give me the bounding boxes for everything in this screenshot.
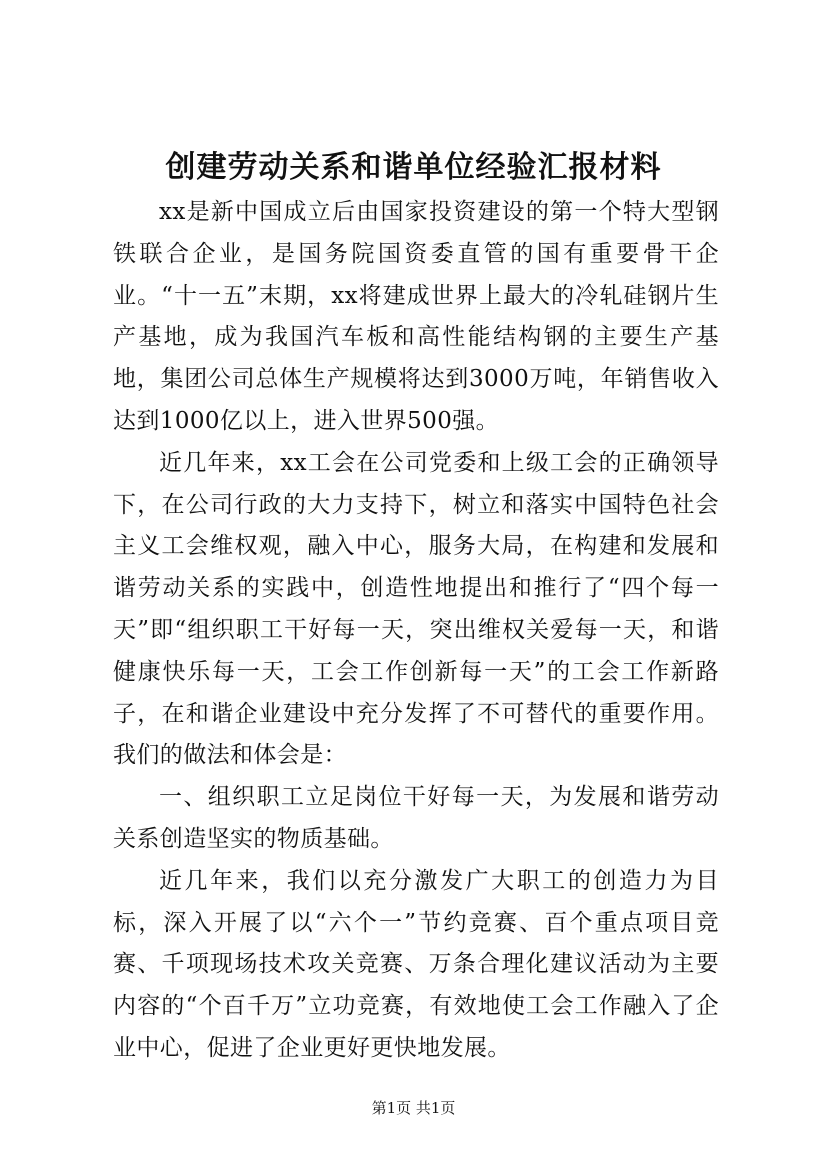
paragraph-section-heading-1: 一、组织职工立足岗位干好每一天，为发展和谐劳动关系创造坚实的物质基础。 — [113, 784, 719, 852]
paragraph-competition: 近几年来，我们以充分激发广大职工的创造力为目标，深入开展了以“六个一”节约竞赛、百个重点项目竞赛、千项现场技术攻关竞赛、万条合理化建议活动为主要内容的“个百千万”立功竞赛，有效地使工会工作融入了企业中心，促进了企业更好更快地发展。 — [113, 867, 719, 1061]
paragraph-union-work: 近几年来，xx工会在公司党委和上级工会的正确领导下，在公司行政的大力支持下，树立和落实中国特色社会主义工会维权观，融入中心，服务大局，在构建和发展和谐劳动关系的实践中，创造性地提出和推行了“四个每一天”即“组织职工干好每一天，突出维权关爱每一天，和谐健康快乐每一天，工会工作创新每一天”的工会工作新路子，在和谐企业建设中充分发挥了不可替代的重要作用。我们的做法和体会是： — [113, 449, 719, 769]
document-title: 创建劳动关系和谐单位经验汇报材料 — [165, 150, 662, 185]
page-footer: 第1页 共1页 — [371, 1099, 456, 1117]
paragraph-intro: xx是新中国成立后由国家投资建设的第一个特大型钢铁联合企业，是国务院国资委直管的国有重要骨干企业。“十一五”末期，xx将建成世界上最大的冷轧硅钢片生产基地，成为我国汽车板和高性能结构钢的主要生产基地，集团公司总体生产规模将达到3000万吨，年销售收入达到1000亿以上，进入世界500强。 — [113, 199, 719, 434]
document-body — [113, 192, 719, 1070]
